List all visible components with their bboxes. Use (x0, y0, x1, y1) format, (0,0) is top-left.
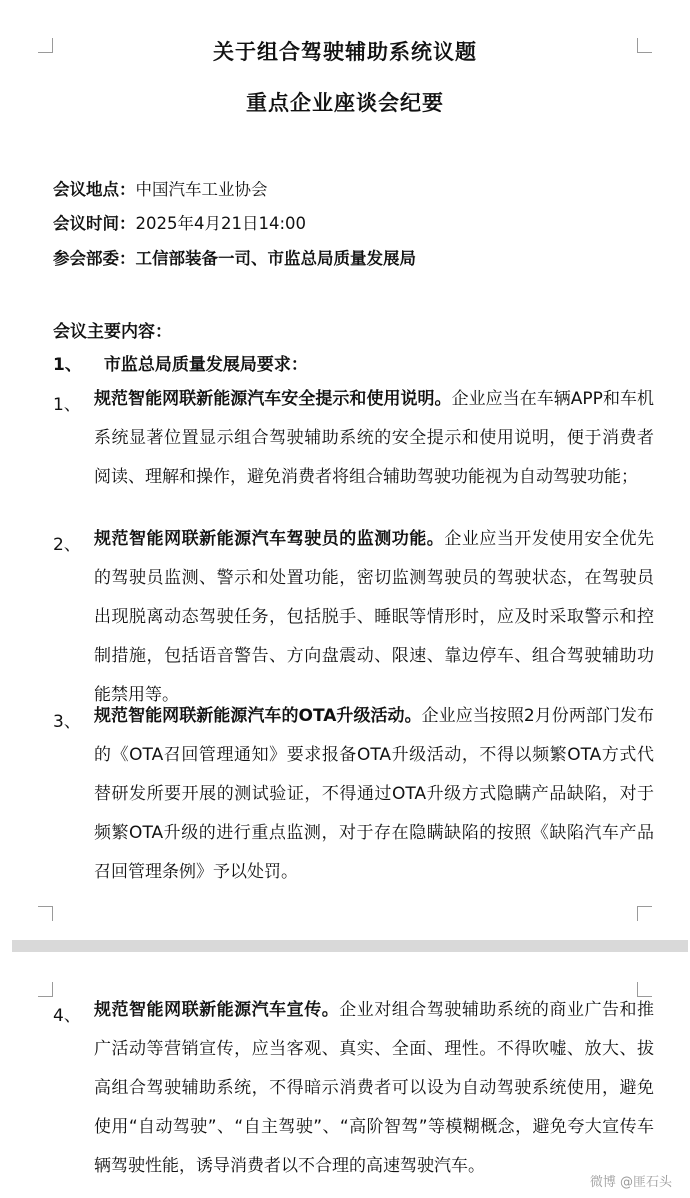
page-corner-mark (38, 906, 53, 921)
item-4-lead: 规范智能网联新能源汽车宣传。 (94, 1000, 340, 1020)
page-corner-mark (637, 906, 652, 921)
meeting-participants (53, 245, 416, 269)
meeting-time-value: 2025年4月21日14:00 (135, 214, 307, 233)
weibo-watermark: 微博 @匪石头 (589, 1175, 672, 1190)
item-1-lead: 规范智能网联新能源汽车安全提示和使用说明。 (94, 389, 452, 409)
item-number-2: 2、 (53, 535, 81, 555)
document-title-line-1: 关于组合驾驶辅助系统议题 (213, 40, 477, 64)
section-number: 1、 (53, 355, 82, 375)
item-1 (94, 380, 654, 497)
item-3-lead: 规范智能网联新能源汽车的OTA升级活动。 (94, 706, 422, 726)
page-separator (12, 940, 688, 952)
section-title: 市监总局质量发展局要求： (103, 355, 308, 375)
item-3 (94, 697, 654, 892)
item-4 (94, 991, 654, 1186)
item-number-1: 1、 (53, 395, 81, 415)
meeting-participants-label: 参会部委： (53, 249, 136, 268)
meeting-time (53, 210, 306, 234)
meeting-participants-value: 工信部装备一司、市监总局质量发展局 (135, 249, 416, 268)
item-2-text: 企业应当开发使用安全优先的驾驶员监测、警示和处置功能，密切监测驾驶员的驾驶状态，在驾驶员出现脱离动态驾驶任务，包括脱手、睡眠等情形时，应及时采取警示和控制措施，包括语音警告、方向盘震动、限速、靠边停车、组合驾驶辅助功能禁用等。 (94, 529, 655, 705)
main-content-heading: 会议主要内容： (53, 322, 172, 342)
page-corner-mark (38, 982, 53, 997)
item-2-lead: 规范智能网联新能源汽车驾驶员的监测功能。 (94, 529, 445, 549)
item-1-text: 企业应当在车辆APP和车机系统显著位置显示组合驾驶辅助系统的安全提示和使用说明，便于消费者阅读、理解和操作，避免消费者将组合辅助驾驶功能视为自动驾驶功能； (94, 389, 655, 487)
item-number-3: 3、 (53, 712, 81, 732)
meeting-location (53, 176, 268, 200)
meeting-location-value: 中国汽车工业协会 (135, 180, 268, 199)
document-title-line-2: 重点企业座谈会纪要 (246, 91, 444, 115)
section-heading-1 (53, 350, 308, 375)
item-3-text: 企业应当按照2月份两部门发布的《OTA召回管理通知》要求报备OTA升级活动，不得以频繁OTA方式代替研发所要开展的测试验证，不得通过OTA升级方式隐瞒产品缺陷，对于频繁OTA升级的进行重点监测，对于存在隐瞒缺陷的按照《缺陷汽车产品召回管理条例》予以处罚。 (94, 706, 654, 882)
item-4-text: 企业对组合驾驶辅助系统的商业广告和推广活动等营销宣传，应当客观、真实、全面、理性。不得吹嘘、放大、拔高组合驾驶辅助系统，不得暗示消费者可以设为自动驾驶系统使用，避免使用“自动驾驶”、“自主驾驶”、“高阶智驾”等模糊概念，避免夸大宣传车辆驾驶性能，诱导消费者以不合理的高速驾驶汽车。 (94, 1000, 655, 1176)
item-number-4: 4、 (53, 1006, 81, 1026)
item-2 (94, 520, 654, 715)
document-page-2 (0, 952, 690, 1198)
meeting-location-label: 会议地点： (53, 180, 136, 199)
meeting-time-label: 会议时间： (53, 214, 136, 233)
